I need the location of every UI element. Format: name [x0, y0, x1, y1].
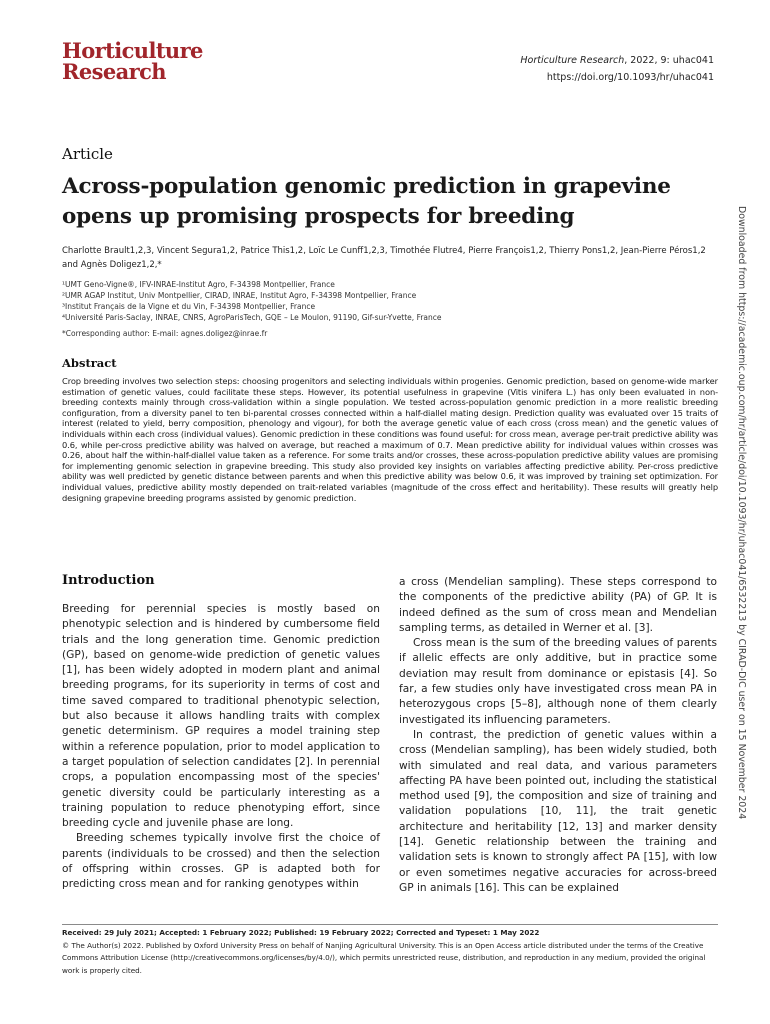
abstract-heading: Abstract — [62, 356, 117, 370]
affiliation-3: ³Institut Français de la Vigne et du Vin, F-34398 Montpellier, France — [62, 302, 316, 311]
download-watermark: Downloaded from https://academic.oup.com/hr/article/doi/10.1093/hr/uhac041/6532213 by CIRAD-DIC user on 15 November 2024 — [736, 206, 747, 820]
affiliations — [62, 279, 722, 323]
article-type: Article — [62, 145, 113, 163]
doi-link[interactable]: https://doi.org/10.1093/hr/uhac041 — [546, 72, 714, 83]
license-notice: © The Author(s) 2022. Published by Oxford University Press on behalf of Nanjing Agricultural University. This is an Open Access article distributed under the terms of the Creative Commons Attribution License (http://creativecommons.org/licenses/by/4.0/), which permits unrestricted reuse, distribution, and reproduction in any medium, provided the original work is properly cited. — [62, 940, 706, 975]
abstract-text: Crop breeding involves two selection steps: choosing progenitors and selecting individuals within progenies. Genomic prediction, based on genome-wide marker estimation of genetic values, could facilitate these steps. However, its potential usefulness in grapevine (Vitis vinifera L.) has only been evaluated in non-breeding contexts mainly through cross-validation within a single population. We tested across-population genomic prediction in a more realistic breeding configuration, from a diversity panel to ten bi-parental crosses connected within a half-diallel mating design. Prediction quality was evaluated over 15 traits of interest (related to yield, berry composition, phenology and vigour), for both the average genetic value of each cross (cross mean) and the genetic values of individuals within each cross (individual values). Genomic prediction in these conditions was found useful: for cross mean, average per-trait predictive ability was 0.6, while per-cross predictive ability was halved on average, but reached a maximum of 0.7. Mean predictive ability for individual values within crosses was 0.26, about half the within-half-diallel value taken as a reference. For some traits and/or crosses, these across-population predictive ability values are promising for implementing genomic selection in grapevine breeding. This study also provided key insights on variables affecting predictive ability. Per-cross predictive ability was well predicted by genetic distance between parents and when this predictive ability was below 0.6, it was improved by training set optimization. For individual values, predictive ability mostly depended on trait-related variables (magnitude of the cross effect and heritability). These results will greatly help designing grapevine breeding programs assisted by genomic prediction. — [62, 376, 718, 503]
corresponding-author: *Corresponding author: E-mail: agnes.doligez@inrae.fr — [62, 329, 268, 338]
body-column-left — [62, 572, 380, 893]
introduction-heading: Introduction — [62, 573, 155, 588]
journal-logo-line1: Horticulture — [62, 38, 203, 63]
author-list: Charlotte Brault1,2,3, Vincent Segura1,2, Patrice This1,2, Loïc Le Cunff1,2,3, Timothée Flutre4, Pierre François1,2, Thierry Pons1,2, Jean-Pierre Péros1,2 and Agnès Doligez1,2,* — [62, 246, 706, 270]
citation-volume: , 2022, 9: uhac041 — [624, 55, 714, 66]
body-paragraph: Breeding for perennial species is mostly based on phenotypic selection and is hindered by cumbersome field trials and the long generation time. Genomic prediction (GP), based on genome-wide prediction of genetic values [1], has been widely adopted in modern plant and animal breeding programs, for its superiority in terms of cost and time saved compared to traditional phenotypic selection, but also because it allows handling traits with complex genetic determinism. GP requires a model training step within a reference population, prior to model application to a target population of selection candidates [2]. In perennial crops, a population encompassing most of the species' genetic diversity could be particularly interesting as a training population to reduce phenotyping effort, since breeding cycle and juvenile phase are long. — [62, 603, 380, 830]
body-paragraph: Cross mean is the sum of the breeding values of parents if allelic effects are only additive, but in practice some deviation may result from dominance or epistasis [4]. So far, a few studies only have investigated cross mean PA in heterozygous crops [5–8], although none of them clearly investigated its influencing parameters. — [399, 637, 717, 726]
journal-logo-line2: Research — [62, 59, 166, 84]
citation-journal-name: Horticulture Research — [520, 55, 625, 66]
article-title: Across-population genomic prediction in grapevine opens up promising prospects for breeding — [62, 174, 671, 229]
journal-logo[interactable] — [62, 40, 203, 82]
body-column-right — [399, 575, 717, 896]
body-paragraph: Breeding schemes typically involve first the choice of parents (individuals to be crossed) and then the selection of offspring within crosses. GP is adapted both for predicting cross mean and for ranking genotypes within — [62, 832, 380, 891]
affiliation-4: ⁴Université Paris-Saclay, INRAE, CNRS, AgroParisTech, GQE – Le Moulon, 91190, Gif-sur-Yvette, France — [62, 313, 442, 322]
article-footer — [62, 924, 718, 977]
body-paragraph: In contrast, the prediction of genetic values within a cross (Mendelian sampling), has been widely studied, both with simulated and real data, and various parameters affecting PA have been pointed out, including the statistical method used [9], the composition and size of training and validation populations [10, 11], the trait genetic architecture and heritability [12, 13] and marker density [14]. Genetic relationship between the training and validation sets is known to strongly affect PA [15], with low or even sometimes negative accuracies for across-breed GP in animals [16]. This can be explained — [399, 728, 717, 894]
affiliation-2: ²UMR AGAP Institut, Univ Montpellier, CIRAD, INRAE, Institut Agro, F-34398 Montpellier, France — [62, 291, 417, 300]
journal-citation — [520, 52, 714, 86]
affiliation-1: ¹UMT Geno-Vigne®, IFV-INRAE-Institut Agro, F-34398 Montpellier, France — [62, 280, 335, 289]
body-paragraph: a cross (Mendelian sampling). These steps correspond to the components of the predictive ability (PA) of GP. It is indeed defined as the sum of cross mean and Mendelian sampling terms, as detailed in Werner et al. [3]. — [399, 576, 717, 634]
publication-dates: Received: 29 July 2021; Accepted: 1 February 2022; Published: 19 February 2022; Corrected and Typeset: 1 May 2022 — [62, 928, 540, 937]
